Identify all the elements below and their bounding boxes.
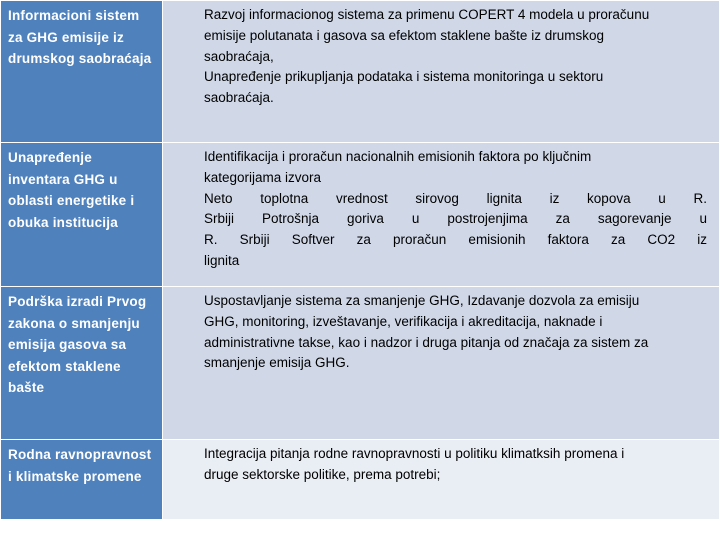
table-row — [1, 143, 720, 287]
row-title: Rodna ravnopravnost i klimatske promene — [1, 440, 163, 520]
row-description — [163, 440, 720, 520]
description-line: Integracija pitanja rodne ravnopravnosti u politiku klimatksih promena i — [204, 446, 625, 461]
description-line: Uspostavljanje sistema za smanjenje GHG, Izdavanje dozvola za emisiju — [204, 293, 640, 308]
description-line: emisije polutanata i gasova sa efektom staklene bašte iz drumskog — [204, 27, 604, 43]
row-title: Podrška izradi Prvog zakona o smanjenju emisija gasova sa efektom staklene bašte — [1, 287, 163, 440]
description-line: GHG, monitoring, izveštavanje, verifikacija i akreditacija, naknade i — [204, 313, 603, 329]
row-description — [163, 143, 720, 287]
description-line: Identifikacija i proračun nacionalnih emisionih faktora po ključnim — [204, 149, 592, 164]
table-row — [1, 440, 720, 520]
description-line: R. Srbiji Softver za proračun emisionih faktora za CO2 iz — [204, 232, 707, 248]
description-line: lignita — [204, 252, 240, 268]
description-line: saobraćaja, — [204, 48, 274, 64]
description-line: kategorijama izvora — [204, 169, 322, 185]
description-line: smanjenje emisija GHG. — [204, 355, 350, 371]
description-line: druge sektorske politike, prema potrebi; — [204, 466, 441, 482]
description-line: administrativne takse, kao i nadzor i druga pitanja od značaja za sistem za — [204, 334, 649, 350]
description-line: Razvoj informacionog sistema za primenu COPERT 4 modela u proračunu — [204, 7, 650, 22]
row-title: Unapređenje inventara GHG u oblasti energetike i obuka institucija — [1, 143, 163, 287]
description-line: Neto toplotna vrednost sirovog lignita iz kopova u R. — [204, 190, 707, 206]
description-line: Srbiji Potrošnja goriva u postrojenjima za sagorevanje u — [204, 211, 707, 227]
description-line: Unapređenje prikupljanja podataka i sistema monitoringa u sektoru — [204, 69, 604, 85]
table-row — [1, 1, 720, 143]
row-description — [163, 287, 720, 440]
description-line: saobraćaja. — [204, 90, 274, 106]
table-row — [1, 287, 720, 440]
row-title: Informacioni sistem za GHG emisije iz drumskog saobraćaja — [1, 1, 163, 143]
row-description — [163, 1, 720, 143]
